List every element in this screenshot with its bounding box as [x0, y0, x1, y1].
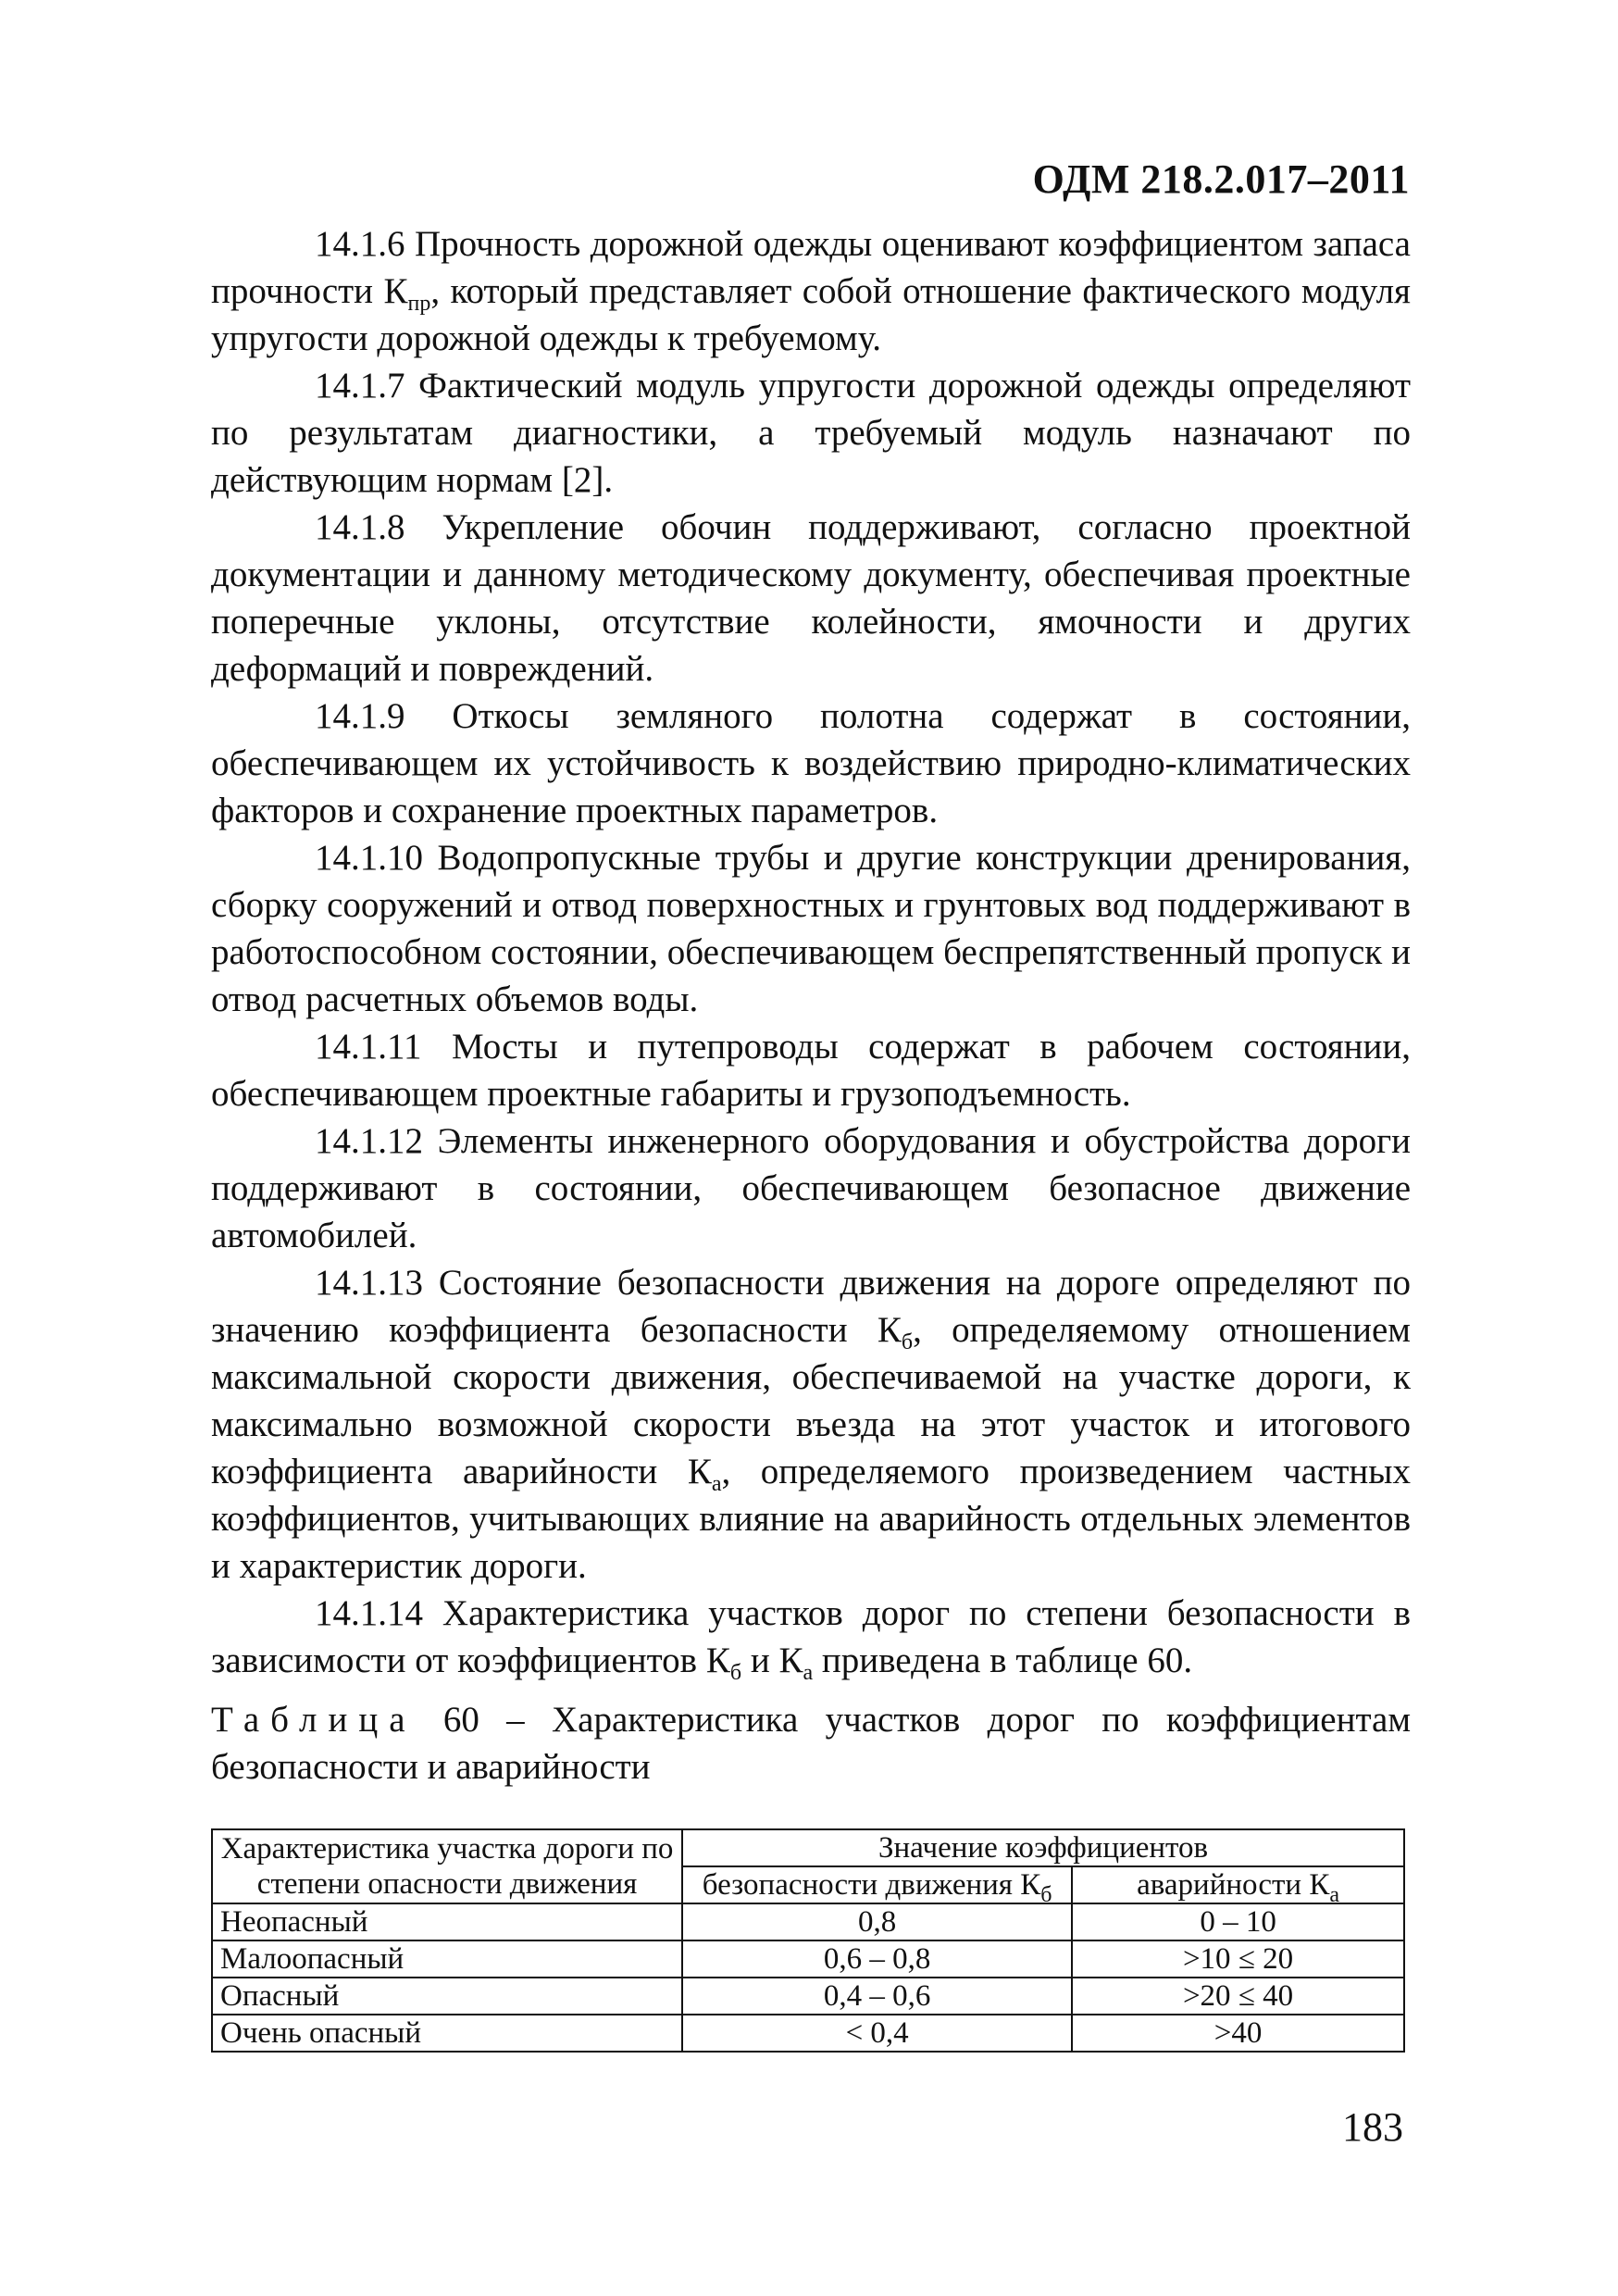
row-safety-value: 0,8: [682, 1903, 1072, 1940]
paragraph-14-1-10: 14.1.10 Водопропускные трубы и другие конструкции дренирования, сборку сооружений и отвод поверхностных и грунтовых вод поддерживают в работоспособном состоянии, обеспечивающем беспрепятственный пропуск и отвод расчетных объемов воды.: [211, 838, 1411, 1019]
paragraph-14-1-8: 14.1.8 Укрепление обочин поддерживают, согласно проектной документации и данному методическому документу, обеспечивая проектные поперечные уклоны, отсутствие колейности, ямочности и других деформаций и повреждений.: [211, 507, 1411, 689]
document-code: ОДМ 218.2.017–2011: [1032, 156, 1410, 202]
row-safety-value: < 0,4: [682, 2015, 1072, 2052]
body-text: [211, 220, 1411, 1684]
table-row: [212, 2015, 1404, 2052]
header-coefficient-values: Значение коэффициентов: [682, 1829, 1404, 1866]
table-row: [212, 1940, 1404, 1978]
row-safety-value: 0,4 – 0,6: [682, 1978, 1072, 2015]
header-accident-coefficient: аварийности $К_а$: [1072, 1866, 1404, 1903]
row-danger-level: Очень опасный: [212, 2015, 682, 2052]
row-accident-value: >20 ≤ 40: [1072, 1978, 1404, 2015]
row-accident-value: >40: [1072, 2015, 1404, 2052]
paragraph-14-1-14: 14.1.14 Характеристика участков дорог по степени безопасности в зависимости от коэффициентов $К_б$ и $К_а$ приведена в таблице 60.: [211, 1593, 1411, 1685]
paragraph-14-1-6: 14.1.6 Прочность дорожной одежды оценивают коэффициентом запаса прочности $К_{пр}$, который представляет собой отношение фактического модуля упругости дорожной одежды к требуемому.: [211, 224, 1411, 358]
paragraph-14-1-9: 14.1.9 Откосы земляного полотна содержат в состоянии, обеспечивающем их устойчивость к воздействию природно-климатических факторов и сохранение проектных параметров.: [211, 696, 1411, 830]
table-caption-label: Таблица: [211, 1700, 417, 1740]
row-accident-value: >10 ≤ 20: [1072, 1940, 1404, 1978]
table-caption: [211, 1696, 1411, 1791]
row-safety-value: 0,6 – 0,8: [682, 1940, 1072, 1978]
table-row: [212, 1903, 1404, 1940]
header-safety-coefficient: безопасности движения $К_б$: [682, 1866, 1072, 1903]
row-danger-level: Неопасный: [212, 1903, 682, 1940]
table-header-row: [212, 1829, 1404, 1866]
page-number: 183: [1342, 2104, 1403, 2150]
paragraph-14-1-11: 14.1.11 Мосты и путепроводы содержат в рабочем состоянии, обеспечивающем проектные габариты и грузоподъемность.: [211, 1027, 1411, 1114]
row-danger-level: Малоопасный: [212, 1940, 682, 1978]
paragraph-14-1-7: 14.1.7 Фактический модуль упругости дорожной одежды определяют по результатам диагностики, а требуемый модуль назначают по действующим нормам [2].: [211, 366, 1411, 500]
paragraph-14-1-13: 14.1.13 Состояние безопасности движения на дороге определяют по значению коэффициента безопасности $К_б$, определяемому отношением максимальной скорости движения, обеспечиваемой на участке дороги, к максимально возможной скорости въезда на этот участок и итогового коэффициента аварийности $К_а$, определяемого произведением частных коэффициентов, учитывающих влияние на аварийность отдельных элементов и характеристик дороги.: [211, 1263, 1412, 1586]
coefficients-table: [211, 1828, 1405, 2053]
table-caption-title: 60 – Характеристика участков дорог по коэффициентам безопасности и аварийности: [211, 1700, 1411, 1787]
row-accident-value: 0 – 10: [1072, 1903, 1404, 1940]
paragraph-14-1-12: 14.1.12 Элементы инженерного оборудования и обустройства дороги поддерживают в состоянии, обеспечивающем безопасное движение автомобилей.: [211, 1121, 1411, 1255]
row-danger-level: Опасный: [212, 1978, 682, 2015]
table-row: [212, 1978, 1404, 2015]
header-road-section-characteristic: Характеристика участка дороги по степени опасности движения: [212, 1829, 682, 1903]
